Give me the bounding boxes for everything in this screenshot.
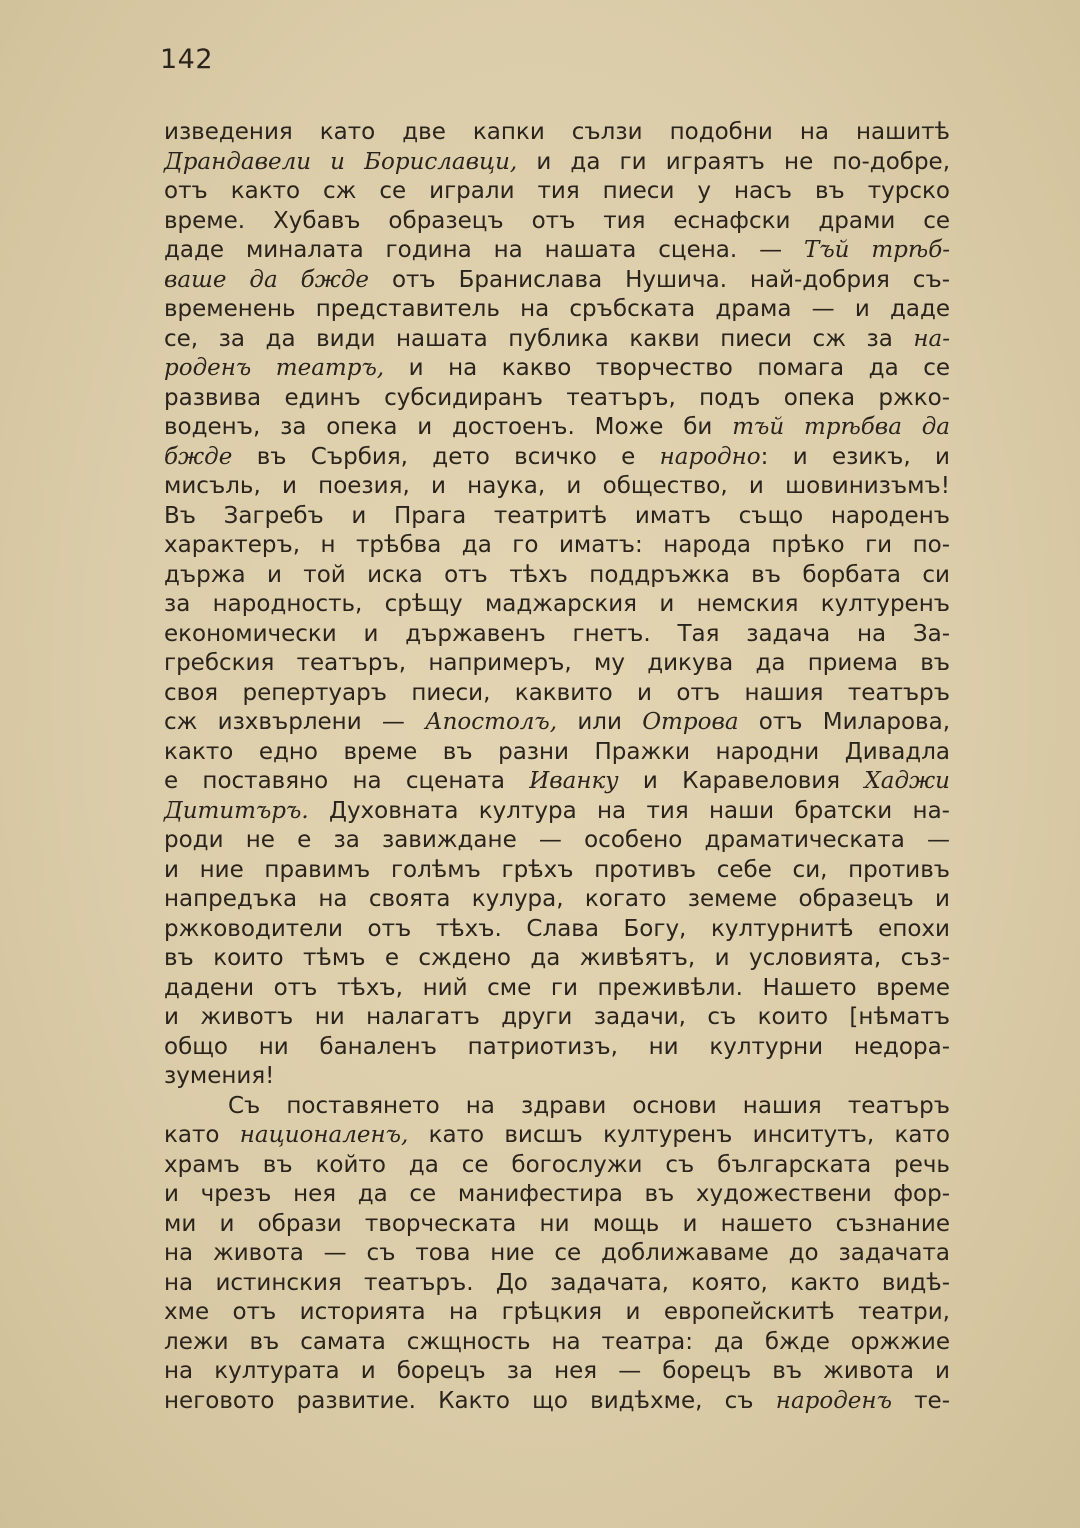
text-line — [164, 885, 950, 915]
text-line — [164, 443, 950, 473]
text-run: своя репертуаръ пиеси, каквито и отъ нашия театъръ — [164, 679, 950, 706]
text-line — [164, 915, 950, 945]
italic-text: Дититъръ. — [164, 797, 309, 824]
text-run: като — [164, 1122, 240, 1148]
text-run: е поставяно на сцената — [164, 768, 530, 794]
italic-text: тъй трѣбва да — [732, 414, 951, 440]
text-run: и да ги играятъ не по-добре, — [517, 148, 951, 175]
text-run: Духовната култура на тия наши братски на- — [308, 797, 950, 824]
text-line — [164, 1210, 950, 1240]
text-line — [164, 944, 950, 974]
text-line — [164, 856, 950, 886]
text-line — [164, 1239, 950, 1269]
text-line — [164, 561, 950, 591]
text-run: въ които тѣмъ е сждено да живѣятъ, и условията, съз- — [164, 945, 950, 971]
text-line — [164, 354, 950, 384]
text-run: на живота — съ това ние се доближаваме до задачата — [164, 1240, 950, 1266]
text-run: ржководители отъ тѣхъ. Слава Богу, културнитѣ епохи — [164, 915, 950, 942]
text-run: напредъка на своята кулура, когато земеме образецъ и — [164, 886, 950, 912]
text-run: те- — [891, 1387, 950, 1414]
text-line — [164, 325, 950, 355]
text-run: на истинския театъръ. До задачата, която, както видѣ- — [164, 1269, 950, 1296]
italic-text: роденъ театръ, — [164, 355, 385, 381]
text-line — [164, 974, 950, 1004]
text-line — [164, 1298, 950, 1328]
text-run: на културата и борецъ за нея — борецъ въ живота и — [164, 1358, 950, 1384]
text-line — [164, 1328, 950, 1358]
text-run: зумения! — [164, 1063, 275, 1089]
page-number: 142 — [160, 44, 214, 75]
text-line — [164, 679, 950, 709]
text-line — [164, 767, 950, 797]
text-run: неговото развитие. Както що видѣхме, съ — [164, 1387, 776, 1414]
italic-text: националенъ, — [239, 1122, 409, 1148]
text-run: като висшъ културенъ инситутъ, като — [408, 1122, 950, 1148]
italic-text: ваше да бжде — [164, 266, 370, 293]
text-run: се, за да види нашата публика какви пиеси сж за — [164, 325, 914, 352]
text-line — [164, 826, 950, 856]
text-run: : и езикъ, и — [760, 443, 951, 470]
text-run: въ Сърбия, дето всичко е — [232, 443, 660, 470]
text-line — [164, 1269, 950, 1299]
text-run: економически и държавенъ гнетъ. Тая задача на За- — [164, 620, 950, 647]
text-run: изведения като две капки сълзи подобни на нашитѣ — [164, 119, 950, 145]
text-line — [164, 1033, 950, 1063]
text-line — [164, 384, 950, 414]
text-line — [164, 502, 950, 532]
text-line — [164, 797, 950, 827]
text-run: и ние правимъ голѣмъ грѣхъ противъ себе си, противъ — [164, 856, 950, 883]
text-line — [164, 1151, 950, 1181]
text-run: гребския театъръ, напримеръ, му дикува да приема въ — [164, 650, 950, 676]
text-line — [164, 1092, 950, 1122]
text-run: Съ поставянето на здрави основи нашия театъръ — [228, 1092, 950, 1119]
text-line — [164, 177, 950, 207]
text-line — [164, 738, 950, 768]
text-run: както едно време въ разни Пражки народни Дивадла — [164, 738, 950, 765]
text-line — [164, 1180, 950, 1210]
text-line — [164, 266, 950, 296]
italic-text: бжде — [164, 443, 233, 470]
text-line — [164, 413, 950, 443]
text-run: или — [557, 709, 643, 735]
italic-text: на- — [913, 325, 950, 352]
italic-text: Драндавели и Бориславци, — [164, 148, 518, 175]
italic-text: народенъ — [775, 1387, 892, 1414]
text-line — [164, 620, 950, 650]
italic-text: народно — [659, 443, 761, 470]
text-line — [164, 531, 950, 561]
text-line — [164, 1387, 950, 1417]
text-run: сж изхвърлени — — [164, 709, 426, 735]
text-run: отъ Бранислава Нушича. най-добрия съ- — [369, 266, 950, 293]
text-run: отъ Миларова, — [738, 709, 951, 735]
text-line — [164, 708, 950, 738]
text-run: ми и образи творческата ни мощь и нашето съзнание — [164, 1210, 950, 1237]
text-run: за народность, срѣщу маджарския и немския културенъ — [164, 591, 950, 617]
italic-text: Хаджи — [864, 768, 950, 794]
text-line — [164, 472, 950, 502]
text-run: воденъ, за опека и достоенъ. Може би — [164, 414, 733, 440]
text-run: отъ както сж се играли тия пиеси у насъ въ турско — [164, 178, 950, 204]
text-line — [164, 118, 950, 148]
text-run: даде миналата година на нашата сцена. — — [164, 237, 804, 263]
text-run: лежи въ самата сжщность на театра: да бжде оржжие — [164, 1328, 950, 1355]
text-run: характеръ, н трѣбва да го иматъ: народа прѣко ги по- — [164, 532, 950, 558]
text-run: общо ни баналенъ патриотизъ, ни културни недора- — [164, 1033, 950, 1060]
text-line — [164, 148, 950, 178]
text-line — [164, 295, 950, 325]
italic-text: Отрова — [642, 709, 739, 735]
text-run: временень представитель на сръбската драма — и даде — [164, 296, 950, 322]
text-line — [164, 1062, 950, 1092]
italic-text: Тъй трѣб- — [803, 237, 951, 263]
paragraph — [164, 118, 950, 1092]
text-line — [164, 1357, 950, 1387]
italic-text: Апостолъ, — [425, 709, 558, 735]
text-run: държа и той иска отъ тѣхъ поддръжка въ борбата си — [164, 561, 950, 588]
text-run: хме отъ историята на грѣцкия и европейскитѣ театри, — [164, 1299, 950, 1325]
text-run: Въ Загребъ и Прага театритѣ иматъ също народенъ — [164, 502, 950, 529]
text-line — [164, 236, 950, 266]
text-run: развива единъ субсидиранъ театъръ, подъ опека ржко- — [164, 384, 950, 411]
text-run: и на какво творчество помага да се — [384, 355, 951, 381]
text-line — [164, 649, 950, 679]
text-line — [164, 590, 950, 620]
italic-text: Иванку — [529, 768, 619, 794]
text-run: и Каравеловия — [618, 768, 865, 794]
text-run: и чрезъ нея да се манифестира въ художествени фор- — [164, 1181, 950, 1207]
text-run: роди не е за завиждане — особено драматическата — — [164, 827, 950, 853]
text-line — [164, 1121, 950, 1151]
text-run: храмъ въ който да се богослужи съ българската речь — [164, 1151, 950, 1178]
text-run: време. Хубавъ образецъ отъ тия еснафски драми се — [164, 207, 950, 234]
text-line — [164, 207, 950, 237]
paragraph — [164, 1092, 950, 1417]
text-line — [164, 1003, 950, 1033]
text-run: мисъль, и поезия, и наука, и общество, и шовинизъмъ! — [164, 473, 950, 499]
text-run: и животъ ни налагатъ други задачи, съ които [нѣматъ — [164, 1004, 950, 1030]
body-text — [164, 118, 950, 1416]
text-run: дадени отъ тѣхъ, ний сме ги преживѣли. Нашето време — [164, 974, 950, 1001]
